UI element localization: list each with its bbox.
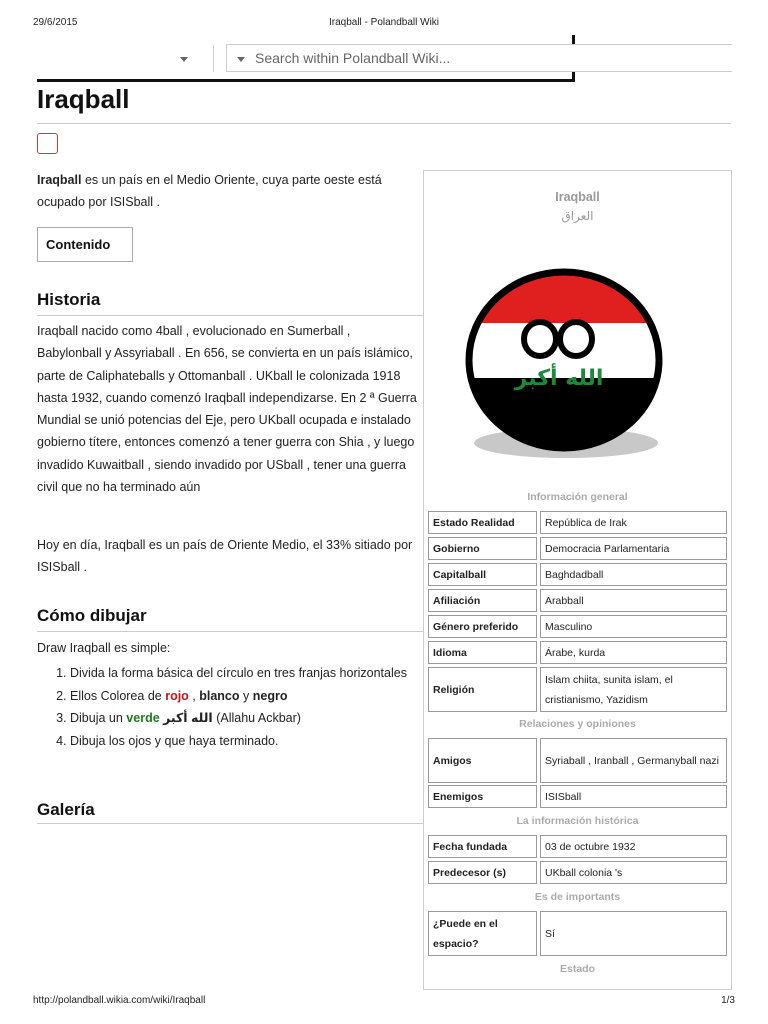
infobox-row bbox=[428, 861, 727, 884]
infobox-row bbox=[428, 738, 727, 783]
section-rule bbox=[37, 315, 423, 316]
infobox-value: Árabe, kurda bbox=[540, 641, 727, 664]
takbir-text: الله أكبر bbox=[159, 711, 213, 725]
infobox-group-next: Estado bbox=[559, 963, 595, 975]
ball-flag bbox=[464, 263, 664, 459]
nav-dropdown-caret-icon[interactable] bbox=[180, 57, 188, 62]
infobox bbox=[423, 170, 732, 990]
infobox-key: Capitalball bbox=[428, 563, 537, 586]
infobox-value: Democracia Parlamentaria bbox=[540, 537, 727, 560]
step-text: Dibuja un bbox=[70, 711, 127, 725]
infobox-key: Amigos bbox=[428, 738, 537, 783]
color-word-green: verde bbox=[126, 711, 160, 725]
infobox-row bbox=[428, 785, 727, 808]
step-text: Dibuja los ojos y que haya terminado. bbox=[70, 733, 279, 748]
step-text: Ellos Colorea de bbox=[70, 688, 166, 703]
section-heading-como-dibujar: Cómo dibujar bbox=[37, 606, 147, 625]
step-text: Divida la forma básica del círculo en tres franjas horizontales bbox=[70, 666, 407, 680]
infobox-native-name: العراق bbox=[561, 209, 594, 223]
left-eye bbox=[524, 322, 556, 356]
infobox-value: República de Irak bbox=[540, 511, 727, 534]
print-page-title: Iraqball - Polandball Wiki bbox=[328, 17, 440, 28]
search-box[interactable] bbox=[226, 44, 732, 72]
infobox-group-general: Información general bbox=[527, 491, 628, 503]
step-text: y bbox=[239, 688, 253, 703]
section-heading-historia: Historia bbox=[37, 290, 101, 309]
table-of-contents-toggle[interactable]: Contenido bbox=[37, 227, 133, 262]
search-divider bbox=[213, 45, 214, 72]
infobox-key: Género preferido bbox=[428, 615, 537, 638]
infobox-key: Afiliación bbox=[428, 589, 537, 612]
print-page-number: 1/3 bbox=[721, 995, 735, 1006]
header-rule bbox=[37, 79, 574, 82]
infobox-key: ¿Puede en el espacio? bbox=[428, 911, 537, 956]
section-rule bbox=[37, 631, 423, 632]
section-rule bbox=[37, 823, 423, 824]
page-title: Iraqball bbox=[37, 84, 130, 114]
color-word-red: rojo bbox=[165, 688, 189, 703]
step-text: , bbox=[188, 688, 200, 703]
print-date: 29/6/2015 bbox=[33, 17, 78, 28]
infobox-group-important: Es de importants bbox=[534, 891, 621, 903]
color-word-black: negro bbox=[252, 688, 288, 703]
infobox-row bbox=[428, 667, 727, 712]
infobox-value: Arabball bbox=[540, 589, 727, 612]
color-word-white: blanco bbox=[199, 688, 240, 703]
right-eye bbox=[560, 322, 592, 356]
infobox-key: Religión bbox=[428, 667, 537, 712]
infobox-value: Syriaball , Iranball , Germanyball nazi bbox=[540, 738, 727, 783]
print-url: http://polandball.wikia.com/wiki/Iraqball bbox=[33, 995, 206, 1006]
lead-paragraph bbox=[37, 169, 417, 213]
infobox-key: Gobierno bbox=[428, 537, 537, 560]
infobox-value: Sí bbox=[540, 911, 727, 956]
list-item bbox=[70, 664, 417, 684]
infobox-value: UKball colonia 's bbox=[540, 861, 727, 884]
iraqball-image bbox=[464, 263, 664, 459]
infobox-key: Fecha fundada bbox=[428, 835, 537, 858]
list-item bbox=[70, 687, 417, 707]
historia-paragraph-1: Iraqball nacido como 4ball , evolucionado en Sumerball , Babylonball y Assyriaball . En 656, se convierta en un país islámico, parte de Caliphateballs y Ottomanball . UKball le colonizada 1918 hasta 1932, cuando comenzó Iraqball independizarse. En 2 ª Guerra Mundial se unió potencias del Eje, pero UKball ocupada e instalado gobierno títere, entonces comenzó a tener guerra con Shia , y luego invadido Kuwaitball , siendo invadido por USball , tener una guerra civil que no ha terminado aún bbox=[37, 324, 417, 495]
infobox-group-relations: Relaciones y opiniones bbox=[519, 718, 636, 730]
infobox-row bbox=[428, 641, 727, 664]
infobox-row bbox=[428, 589, 727, 612]
drawing-steps-list bbox=[37, 664, 417, 754]
infobox-row bbox=[428, 563, 727, 586]
infobox-row bbox=[428, 615, 727, 638]
edit-icon[interactable] bbox=[37, 133, 58, 154]
search-scope-caret-icon[interactable] bbox=[237, 57, 245, 62]
step-text: (Allahu Ackbar) bbox=[212, 711, 301, 725]
lead-bold-term: Iraqball bbox=[37, 173, 82, 187]
search-input[interactable] bbox=[255, 47, 715, 69]
infobox-title: Iraqball bbox=[555, 190, 600, 204]
como-dibujar-intro: Draw Iraqball es simple: bbox=[37, 641, 171, 655]
takbir-script: الله أكبر bbox=[514, 366, 604, 391]
historia-paragraph-2: Hoy en día, Iraqball es un país de Oriente Medio, el 33% sitiado por ISISball . bbox=[37, 538, 413, 575]
infobox-group-history: La información histórica bbox=[516, 815, 639, 827]
infobox-value: Baghdadball bbox=[540, 563, 727, 586]
infobox-row bbox=[428, 537, 727, 560]
infobox-value: 03 de octubre 1932 bbox=[540, 835, 727, 858]
infobox-key: Idioma bbox=[428, 641, 537, 664]
title-divider bbox=[37, 123, 731, 124]
infobox-row bbox=[428, 911, 727, 956]
infobox-row bbox=[428, 835, 727, 858]
infobox-key: Estado Realidad bbox=[428, 511, 537, 534]
infobox-value: ISISball bbox=[540, 785, 727, 808]
infobox-row bbox=[428, 511, 727, 534]
infobox-value: Masculino bbox=[540, 615, 727, 638]
list-item bbox=[70, 732, 417, 752]
infobox-key: Predecesor (s) bbox=[428, 861, 537, 884]
lead-text: es un país en el Medio Oriente, cuya parte oeste está ocupado por ISISball . bbox=[37, 173, 382, 209]
section-heading-galeria: Galería bbox=[37, 800, 95, 819]
list-item bbox=[70, 709, 417, 729]
infobox-value: Islam chiita, sunita islam, el cristianismo, Yazidism bbox=[540, 667, 727, 712]
infobox-key: Enemigos bbox=[428, 785, 537, 808]
